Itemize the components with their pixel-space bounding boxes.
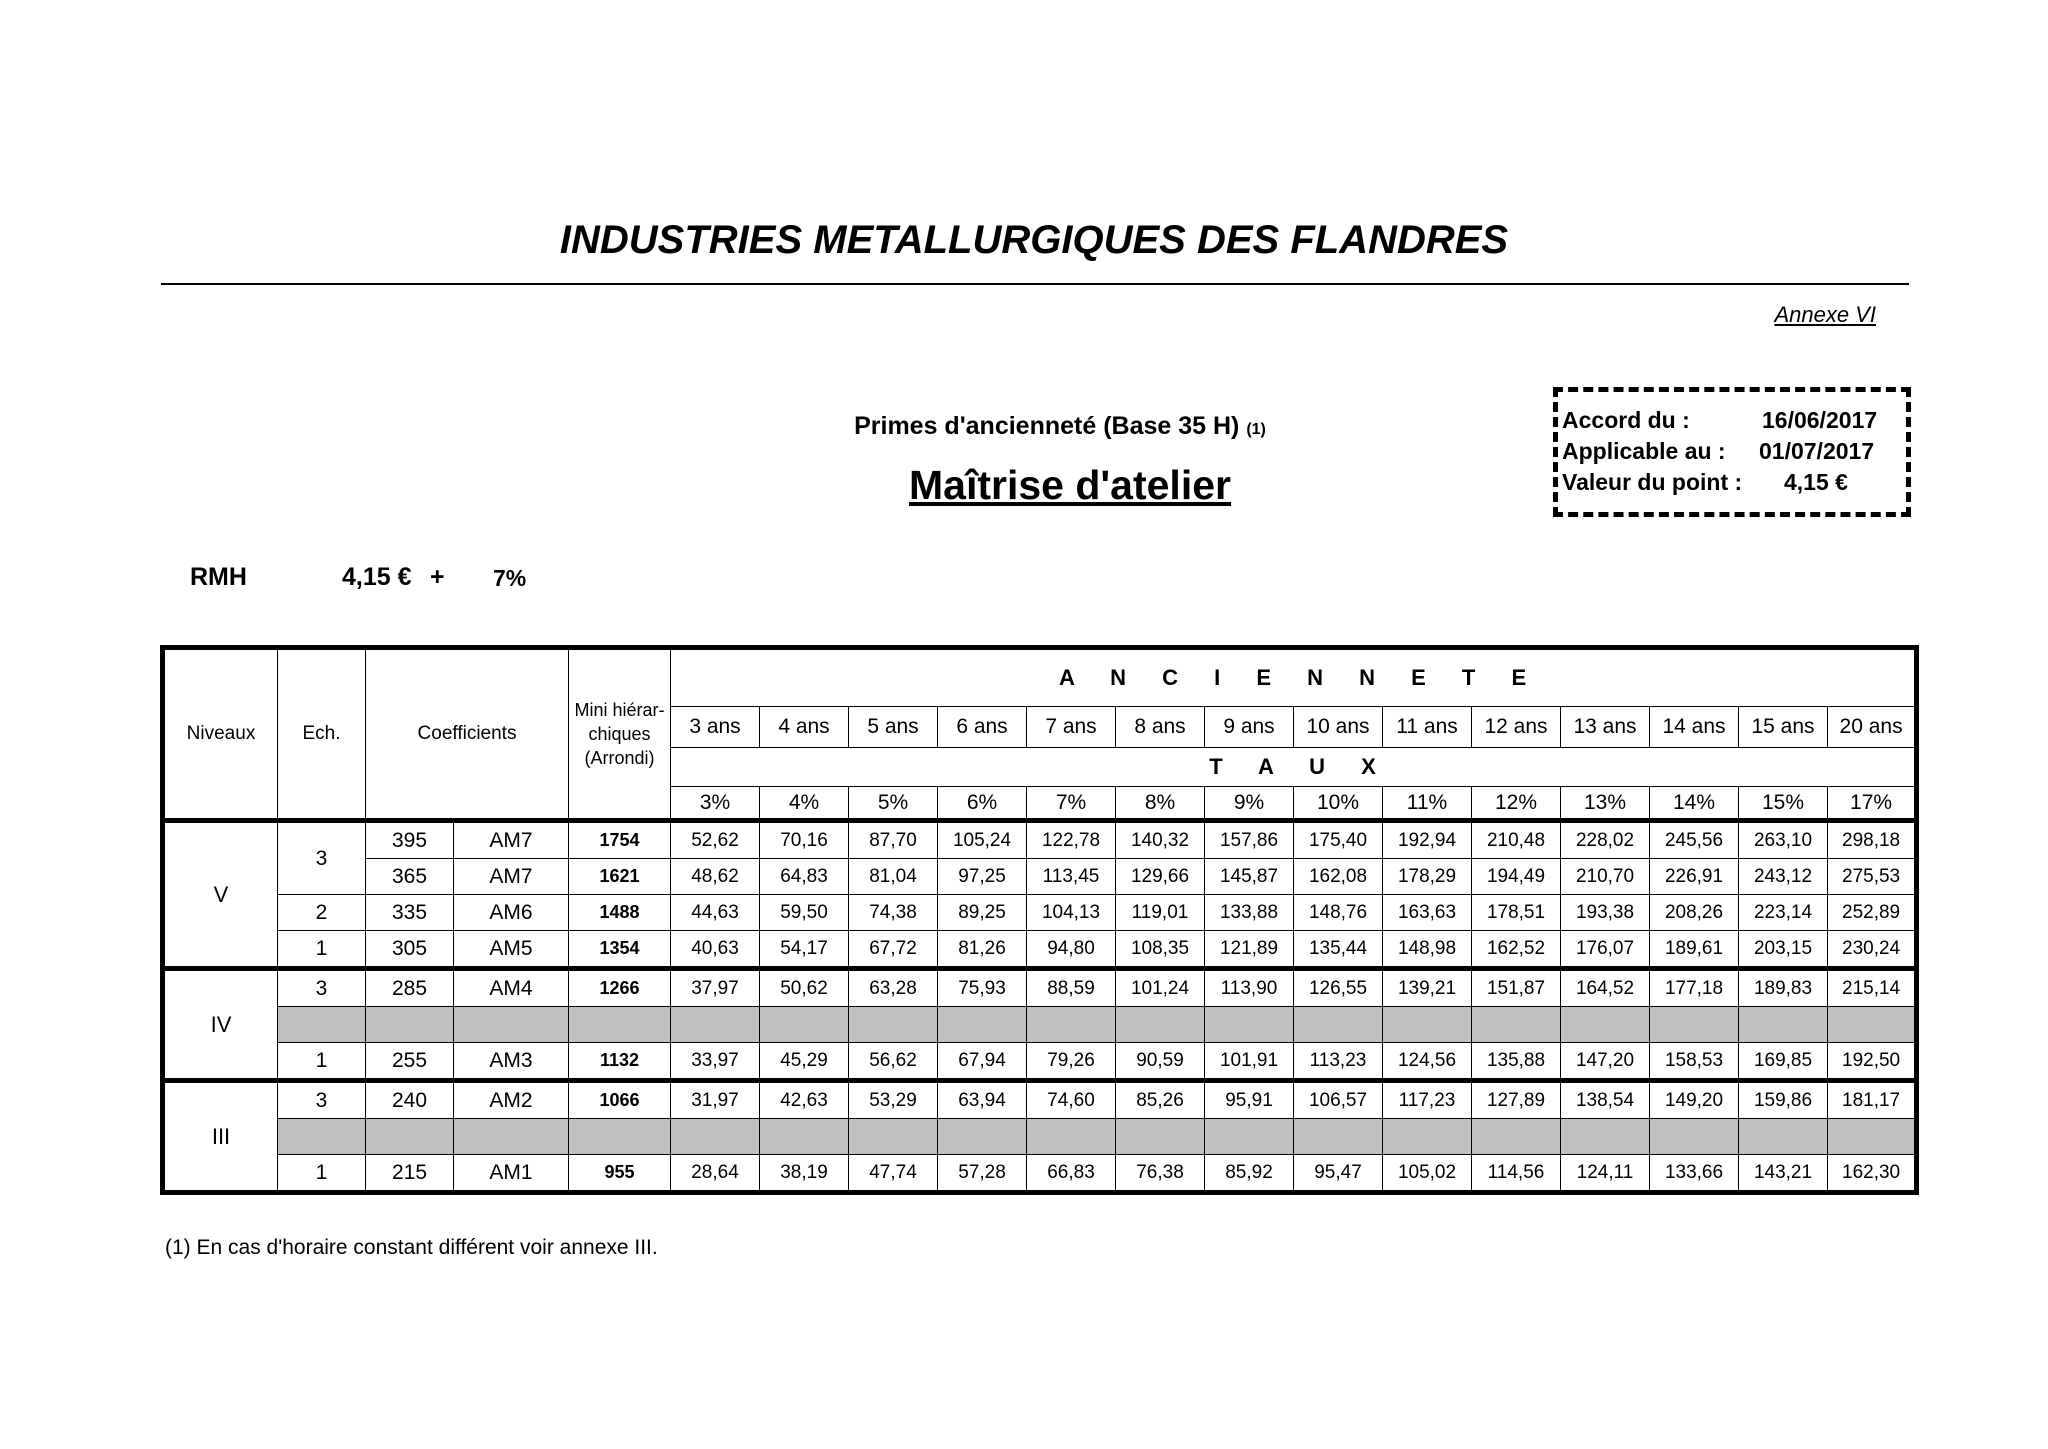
year-header: 4 ans <box>760 707 849 748</box>
prime-value: 33,97 <box>671 1043 760 1081</box>
empty-cell <box>366 1119 454 1155</box>
prime-value: 148,98 <box>1383 931 1472 969</box>
prime-value: 31,97 <box>671 1081 760 1119</box>
echelon-cell: 1 <box>278 1155 366 1193</box>
prime-value: 148,76 <box>1294 895 1383 931</box>
coefficient-code: AM2 <box>454 1081 569 1119</box>
empty-cell <box>1027 1119 1116 1155</box>
rate-header: 9% <box>1205 787 1294 821</box>
coefficient-value: 215 <box>366 1155 454 1193</box>
prime-value: 70,16 <box>760 821 849 859</box>
prime-value: 157,86 <box>1205 821 1294 859</box>
valeur-row <box>1562 469 1892 499</box>
prime-value: 74,38 <box>849 895 938 931</box>
empty-cell <box>938 1119 1027 1155</box>
echelon-cell: 3 <box>278 821 366 895</box>
primes-heading <box>660 412 1460 441</box>
empty-cell <box>1205 1007 1294 1043</box>
prime-value: 66,83 <box>1027 1155 1116 1193</box>
prime-value: 48,62 <box>671 859 760 895</box>
table-row <box>163 931 1917 969</box>
prime-value: 54,17 <box>760 931 849 969</box>
echelon-cell: 3 <box>278 1081 366 1119</box>
empty-cell <box>1116 1007 1205 1043</box>
valeur-label: Valeur du point : <box>1562 469 1743 495</box>
prime-value: 135,44 <box>1294 931 1383 969</box>
prime-value: 94,80 <box>1027 931 1116 969</box>
empty-cell <box>1739 1119 1828 1155</box>
table-row <box>163 1155 1917 1193</box>
rmh-percent: 7% <box>493 565 527 591</box>
empty-cell <box>278 1007 366 1043</box>
mini-hierarchique-value: 1621 <box>569 859 671 895</box>
prime-value: 138,54 <box>1561 1081 1650 1119</box>
prime-value: 203,15 <box>1739 931 1828 969</box>
prime-value: 47,74 <box>849 1155 938 1193</box>
prime-value: 158,53 <box>1650 1043 1739 1081</box>
prime-value: 162,30 <box>1828 1155 1917 1193</box>
empty-cell <box>671 1007 760 1043</box>
rate-header: 15% <box>1739 787 1828 821</box>
echelon-cell: 1 <box>278 931 366 969</box>
header-niveaux: Niveaux <box>163 648 278 821</box>
prime-value: 189,61 <box>1650 931 1739 969</box>
coefficient-code: AM3 <box>454 1043 569 1081</box>
accord-value: 16/06/2017 <box>1762 407 1878 433</box>
coefficient-code: AM5 <box>454 931 569 969</box>
prime-value: 37,97 <box>671 969 760 1007</box>
prime-value: 159,86 <box>1739 1081 1828 1119</box>
year-header: 7 ans <box>1027 707 1116 748</box>
empty-cell <box>849 1119 938 1155</box>
prime-value: 243,12 <box>1739 859 1828 895</box>
rmh-label: RMH <box>190 563 247 591</box>
prime-value: 263,10 <box>1739 821 1828 859</box>
prime-value: 151,87 <box>1472 969 1561 1007</box>
coefficient-value: 395 <box>366 821 454 859</box>
prime-value: 124,56 <box>1383 1043 1472 1081</box>
prime-value: 192,50 <box>1828 1043 1917 1081</box>
prime-value: 63,94 <box>938 1081 1027 1119</box>
prime-value: 50,62 <box>760 969 849 1007</box>
header-anciennete <box>671 648 1917 707</box>
applicable-label: Applicable au : <box>1562 438 1726 464</box>
mini-header-line: chiques <box>588 724 651 744</box>
prime-value: 135,88 <box>1472 1043 1561 1081</box>
prime-value: 67,94 <box>938 1043 1027 1081</box>
prime-value: 113,90 <box>1205 969 1294 1007</box>
prime-value: 193,38 <box>1561 895 1650 931</box>
prime-value: 178,29 <box>1383 859 1472 895</box>
table-row <box>163 969 1917 1007</box>
prime-value: 119,01 <box>1116 895 1205 931</box>
year-header: 10 ans <box>1294 707 1383 748</box>
empty-cell <box>849 1007 938 1043</box>
prime-value: 101,91 <box>1205 1043 1294 1081</box>
mini-hierarchique-value: 1132 <box>569 1043 671 1081</box>
empty-cell <box>569 1007 671 1043</box>
empty-cell <box>1472 1007 1561 1043</box>
empty-cell <box>569 1119 671 1155</box>
coefficient-code: AM7 <box>454 821 569 859</box>
coefficient-value: 335 <box>366 895 454 931</box>
year-header: 12 ans <box>1472 707 1561 748</box>
table-row <box>163 821 1917 859</box>
prime-value: 74,60 <box>1027 1081 1116 1119</box>
prime-value: 252,89 <box>1828 895 1917 931</box>
empty-cell <box>671 1119 760 1155</box>
valeur-value: 4,15 € <box>1784 469 1848 495</box>
rate-header: 11% <box>1383 787 1472 821</box>
prime-value: 133,66 <box>1650 1155 1739 1193</box>
prime-value: 64,83 <box>760 859 849 895</box>
table-row <box>163 1043 1917 1081</box>
coefficient-value: 305 <box>366 931 454 969</box>
prime-value: 52,62 <box>671 821 760 859</box>
empty-cell <box>1383 1007 1472 1043</box>
prime-value: 85,92 <box>1205 1155 1294 1193</box>
empty-cell <box>1561 1007 1650 1043</box>
rate-header: 7% <box>1027 787 1116 821</box>
accord-label: Accord du : <box>1562 407 1690 433</box>
prime-value: 147,20 <box>1561 1043 1650 1081</box>
prime-value: 208,26 <box>1650 895 1739 931</box>
rate-header: 8% <box>1116 787 1205 821</box>
coefficient-value: 240 <box>366 1081 454 1119</box>
prime-value: 143,21 <box>1739 1155 1828 1193</box>
prime-value: 189,83 <box>1739 969 1828 1007</box>
level-cell: V <box>163 821 278 969</box>
mini-hierarchique-value: 1066 <box>569 1081 671 1119</box>
echelon-cell: 3 <box>278 969 366 1007</box>
level-cell: III <box>163 1081 278 1193</box>
year-header: 14 ans <box>1650 707 1739 748</box>
prime-value: 126,55 <box>1294 969 1383 1007</box>
level-cell: IV <box>163 969 278 1081</box>
prime-value: 192,94 <box>1383 821 1472 859</box>
rate-header: 17% <box>1828 787 1917 821</box>
rate-header: 5% <box>849 787 938 821</box>
rate-header: 12% <box>1472 787 1561 821</box>
title-rule <box>161 283 1909 285</box>
prime-value: 177,18 <box>1650 969 1739 1007</box>
header-taux <box>671 748 1917 787</box>
prime-value: 44,63 <box>671 895 760 931</box>
prime-value: 162,52 <box>1472 931 1561 969</box>
empty-cell <box>938 1007 1027 1043</box>
mini-hierarchique-value: 1266 <box>569 969 671 1007</box>
mini-hierarchique-value: 1488 <box>569 895 671 931</box>
mini-header-line: (Arrondi) <box>584 748 655 768</box>
coefficient-code: AM4 <box>454 969 569 1007</box>
prime-value: 164,52 <box>1561 969 1650 1007</box>
prime-value: 108,35 <box>1116 931 1205 969</box>
empty-echelon-row <box>163 1007 1917 1043</box>
empty-cell <box>278 1119 366 1155</box>
prime-value: 105,02 <box>1383 1155 1472 1193</box>
prime-value: 140,32 <box>1116 821 1205 859</box>
prime-value: 275,53 <box>1828 859 1917 895</box>
prime-value: 89,25 <box>938 895 1027 931</box>
rmh-plus: + <box>430 563 445 591</box>
year-header: 3 ans <box>671 707 760 748</box>
prime-value: 75,93 <box>938 969 1027 1007</box>
prime-value: 178,51 <box>1472 895 1561 931</box>
empty-cell <box>1650 1119 1739 1155</box>
rate-header: 14% <box>1650 787 1739 821</box>
empty-cell <box>1650 1007 1739 1043</box>
prime-value: 149,20 <box>1650 1081 1739 1119</box>
prime-value: 38,19 <box>760 1155 849 1193</box>
prime-value: 228,02 <box>1561 821 1650 859</box>
prime-value: 45,29 <box>760 1043 849 1081</box>
prime-value: 105,24 <box>938 821 1027 859</box>
mini-hierarchique-value: 955 <box>569 1155 671 1193</box>
header-coefficients: Coefficients <box>366 648 569 821</box>
prime-value: 79,26 <box>1027 1043 1116 1081</box>
coefficient-value: 365 <box>366 859 454 895</box>
footnote: (1) En cas d'horaire constant différent voir annexe III. <box>165 1236 658 1259</box>
primes-label: Primes d'ancienneté (Base 35 H) <box>854 412 1240 440</box>
prime-value: 117,23 <box>1383 1081 1472 1119</box>
prime-value: 63,28 <box>849 969 938 1007</box>
year-header: 5 ans <box>849 707 938 748</box>
prime-value: 87,70 <box>849 821 938 859</box>
prime-value: 121,89 <box>1205 931 1294 969</box>
empty-cell <box>1294 1007 1383 1043</box>
empty-cell <box>1383 1119 1472 1155</box>
anciennete-label: A N C I E N N E T E <box>1058 665 1527 690</box>
prime-value: 101,24 <box>1116 969 1205 1007</box>
rmh-value: 4,15 € <box>342 563 412 591</box>
coefficient-value: 255 <box>366 1043 454 1081</box>
prime-value: 85,26 <box>1116 1081 1205 1119</box>
prime-value: 162,08 <box>1294 859 1383 895</box>
year-header: 9 ans <box>1205 707 1294 748</box>
empty-cell <box>454 1119 569 1155</box>
prime-value: 230,24 <box>1828 931 1917 969</box>
prime-value: 181,17 <box>1828 1081 1917 1119</box>
table-row <box>163 1081 1917 1119</box>
empty-cell <box>1116 1119 1205 1155</box>
prime-value: 176,07 <box>1561 931 1650 969</box>
empty-cell <box>1828 1119 1917 1155</box>
year-header: 8 ans <box>1116 707 1205 748</box>
empty-cell <box>760 1119 849 1155</box>
prime-value: 95,47 <box>1294 1155 1383 1193</box>
mini-header-line: Mini hiérar- <box>574 700 665 720</box>
prime-value: 113,23 <box>1294 1043 1383 1081</box>
empty-cell <box>1205 1119 1294 1155</box>
rate-header: 4% <box>760 787 849 821</box>
prime-value: 215,14 <box>1828 969 1917 1007</box>
prime-value: 114,56 <box>1472 1155 1561 1193</box>
empty-cell <box>1472 1119 1561 1155</box>
header-mini-hierarchiques <box>569 648 671 821</box>
prime-value: 127,89 <box>1472 1081 1561 1119</box>
prime-value: 53,29 <box>849 1081 938 1119</box>
mini-hierarchique-value: 1754 <box>569 821 671 859</box>
prime-value: 81,26 <box>938 931 1027 969</box>
prime-value: 90,59 <box>1116 1043 1205 1081</box>
empty-cell <box>1739 1007 1828 1043</box>
rate-header: 3% <box>671 787 760 821</box>
prime-value: 95,91 <box>1205 1081 1294 1119</box>
header-ech: Ech. <box>278 648 366 821</box>
table-row <box>163 895 1917 931</box>
empty-cell <box>1027 1007 1116 1043</box>
primes-note: (1) <box>1246 421 1266 438</box>
applicable-row <box>1562 438 1892 468</box>
rate-header: 6% <box>938 787 1027 821</box>
mini-hierarchique-value: 1354 <box>569 931 671 969</box>
prime-value: 169,85 <box>1739 1043 1828 1081</box>
prime-value: 57,28 <box>938 1155 1027 1193</box>
prime-value: 210,48 <box>1472 821 1561 859</box>
accord-box <box>1553 387 1911 517</box>
prime-value: 67,72 <box>849 931 938 969</box>
prime-value: 81,04 <box>849 859 938 895</box>
prime-value: 113,45 <box>1027 859 1116 895</box>
prime-value: 122,78 <box>1027 821 1116 859</box>
empty-echelon-row <box>163 1119 1917 1155</box>
prime-value: 175,40 <box>1294 821 1383 859</box>
prime-value: 145,87 <box>1205 859 1294 895</box>
applicable-value: 01/07/2017 <box>1759 438 1875 464</box>
year-header: 20 ans <box>1828 707 1917 748</box>
prime-value: 88,59 <box>1027 969 1116 1007</box>
page-subtitle: Maîtrise d'atelier <box>909 462 1231 508</box>
accord-row <box>1562 407 1892 437</box>
prime-value: 298,18 <box>1828 821 1917 859</box>
empty-cell <box>454 1007 569 1043</box>
prime-value: 28,64 <box>671 1155 760 1193</box>
prime-value: 226,91 <box>1650 859 1739 895</box>
prime-value: 194,49 <box>1472 859 1561 895</box>
prime-value: 223,14 <box>1739 895 1828 931</box>
prime-value: 104,13 <box>1027 895 1116 931</box>
prime-value: 163,63 <box>1383 895 1472 931</box>
coefficient-code: AM1 <box>454 1155 569 1193</box>
rate-header: 10% <box>1294 787 1383 821</box>
anciennete-table <box>160 645 1919 1195</box>
prime-value: 133,88 <box>1205 895 1294 931</box>
empty-cell <box>1294 1119 1383 1155</box>
table-row <box>163 859 1917 895</box>
rate-header: 13% <box>1561 787 1650 821</box>
year-header: 11 ans <box>1383 707 1472 748</box>
annex-label: Annexe VI <box>1774 302 1876 327</box>
echelon-cell: 2 <box>278 895 366 931</box>
prime-value: 106,57 <box>1294 1081 1383 1119</box>
echelon-cell: 1 <box>278 1043 366 1081</box>
coefficient-code: AM6 <box>454 895 569 931</box>
empty-cell <box>760 1007 849 1043</box>
year-header: 13 ans <box>1561 707 1650 748</box>
prime-value: 76,38 <box>1116 1155 1205 1193</box>
prime-value: 97,25 <box>938 859 1027 895</box>
prime-value: 42,63 <box>760 1081 849 1119</box>
empty-cell <box>1561 1119 1650 1155</box>
prime-value: 124,11 <box>1561 1155 1650 1193</box>
prime-value: 129,66 <box>1116 859 1205 895</box>
prime-value: 139,21 <box>1383 969 1472 1007</box>
prime-value: 210,70 <box>1561 859 1650 895</box>
prime-value: 56,62 <box>849 1043 938 1081</box>
empty-cell <box>366 1007 454 1043</box>
prime-value: 40,63 <box>671 931 760 969</box>
coefficient-value: 285 <box>366 969 454 1007</box>
year-header: 6 ans <box>938 707 1027 748</box>
taux-label: T A U X <box>1209 754 1376 779</box>
prime-value: 245,56 <box>1650 821 1739 859</box>
coefficient-code: AM7 <box>454 859 569 895</box>
prime-value: 59,50 <box>760 895 849 931</box>
year-header: 15 ans <box>1739 707 1828 748</box>
document-title: INDUSTRIES METALLURGIQUES DES FLANDRES <box>559 218 1509 262</box>
empty-cell <box>1828 1007 1917 1043</box>
